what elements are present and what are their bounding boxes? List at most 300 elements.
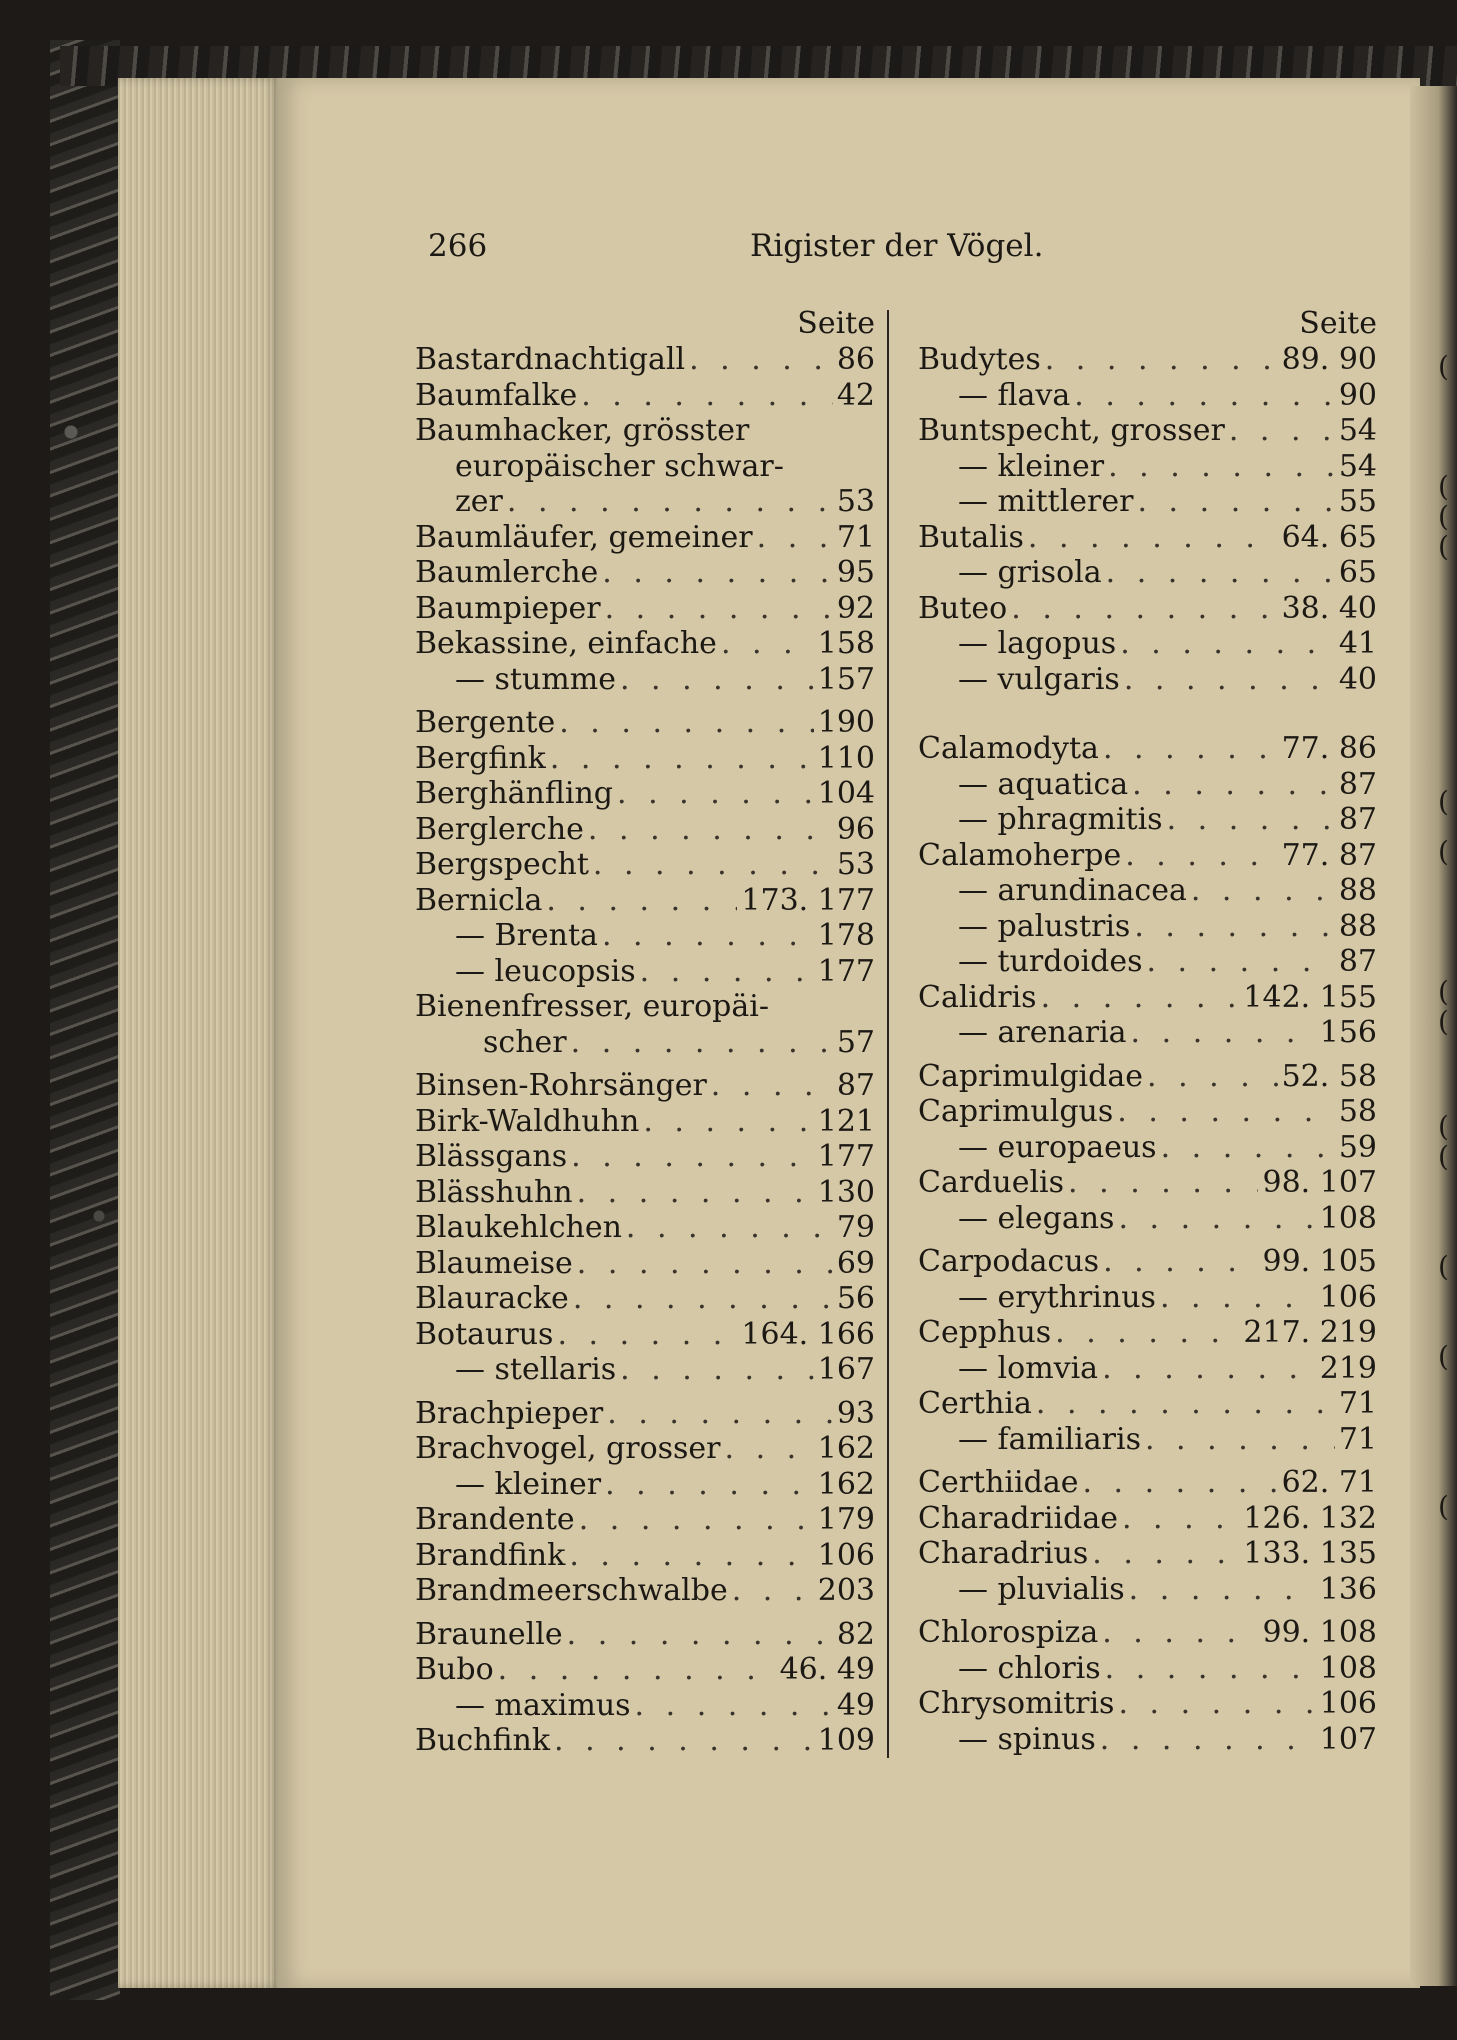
index-entry <box>415 1025 875 1061</box>
entry-name: zer <box>455 484 503 519</box>
margin-mark: ( <box>1438 1490 1449 1523</box>
index-entry <box>918 1501 1377 1537</box>
column-heading: Seite <box>797 306 875 341</box>
entry-pages: 90 <box>1338 377 1377 413</box>
leader-dots <box>1041 980 1240 1016</box>
leader-dots <box>1229 413 1335 449</box>
index-entry <box>415 1281 875 1317</box>
entry-pages: 167 <box>817 1352 875 1387</box>
entry-name: Charadriidae <box>918 1500 1118 1536</box>
entry-pages: 41 <box>1338 626 1377 661</box>
leader-dots <box>557 1317 737 1353</box>
index-entry <box>415 1104 875 1140</box>
entry-name: Bernicla <box>415 882 543 918</box>
index-entry <box>415 1538 875 1574</box>
entry-name: Blässgans <box>415 1139 568 1174</box>
entry-pages: 109 <box>817 1723 875 1758</box>
entry-pages: 99. 108 <box>1262 1615 1377 1650</box>
entry-name: Carduelis <box>918 1165 1065 1200</box>
entry-name: — arundinacea <box>958 873 1187 908</box>
index-entry <box>415 1431 875 1467</box>
entry-pages: 52. 58 <box>1281 1058 1377 1094</box>
leader-dots <box>725 1431 814 1467</box>
leader-dots <box>1106 555 1335 591</box>
entry-pages: 99. 105 <box>1262 1244 1377 1279</box>
entry-pages: 64. 65 <box>1281 519 1377 555</box>
entry-pages: 42 <box>836 377 875 413</box>
leader-dots <box>588 812 833 848</box>
index-entry <box>918 980 1377 1016</box>
leader-dots <box>607 1396 833 1432</box>
entry-name: Buteo <box>918 590 1008 626</box>
entry-pages: 130 <box>817 1174 875 1210</box>
index-entry <box>918 626 1377 662</box>
entry-pages: 77. 86 <box>1281 731 1377 766</box>
leader-dots <box>1137 484 1334 520</box>
entry-pages: 164. 166 <box>741 1316 875 1352</box>
entry-name: — lomvia <box>958 1350 1099 1386</box>
leader-dots <box>1120 626 1335 662</box>
index-entry <box>918 1130 1377 1166</box>
entry-pages: 217. 219 <box>1243 1315 1377 1350</box>
entry-name: Caprimulgus <box>918 1094 1114 1129</box>
leader-dots <box>1082 1465 1277 1501</box>
entry-name: — chloris <box>958 1650 1101 1686</box>
entry-name: Carpodacus <box>918 1244 1100 1279</box>
index-entry <box>918 944 1377 980</box>
entry-name: europäischer schwar- <box>455 448 784 484</box>
entry-pages: 79 <box>836 1210 875 1245</box>
entry-name: Blauracke <box>415 1281 569 1316</box>
leader-dots <box>1167 802 1335 838</box>
leader-dots <box>1108 449 1335 485</box>
entry-pages: 87 <box>1338 766 1377 802</box>
entry-name: Blässhuhn <box>415 1174 573 1210</box>
entry-name: Braunelle <box>415 1616 563 1652</box>
leader-dots <box>1011 591 1277 627</box>
entry-pages: 121 <box>817 1103 875 1139</box>
leader-dots <box>1118 1201 1315 1237</box>
entry-pages: 92 <box>836 590 875 626</box>
index-column-right <box>918 306 1377 1757</box>
entry-pages: 106 <box>1319 1279 1377 1315</box>
index-entry <box>918 1686 1377 1722</box>
leader-dots <box>573 1281 833 1317</box>
leader-dots <box>711 1068 833 1104</box>
index-entry <box>918 731 1377 767</box>
leader-dots <box>1055 1315 1239 1351</box>
leader-dots <box>640 954 814 990</box>
leader-dots <box>1145 1422 1335 1458</box>
entry-pages: 95 <box>836 555 875 590</box>
index-entry <box>415 776 875 812</box>
entry-pages: 89. 90 <box>1281 342 1377 377</box>
index-entry <box>415 1317 875 1353</box>
entry-name: Bergente <box>415 705 556 740</box>
leader-dots <box>732 1573 814 1609</box>
entry-pages: 104 <box>817 776 875 811</box>
leader-dots <box>559 705 814 741</box>
entry-pages: 203 <box>817 1573 875 1608</box>
index-entry <box>415 484 875 520</box>
entry-name: Baumlerche <box>415 555 599 590</box>
entry-name: Bienenfresser, europäi- <box>415 989 769 1024</box>
leader-dots <box>498 1652 776 1688</box>
entry-name: Blaumeise <box>415 1245 573 1281</box>
entry-pages: 190 <box>817 705 875 740</box>
entry-pages: 177 <box>817 1139 875 1174</box>
margin-mark: ( <box>1438 350 1449 383</box>
index-entry <box>918 413 1377 449</box>
index-entry <box>918 1094 1377 1130</box>
index-entry <box>918 1386 1377 1422</box>
index-entry <box>918 520 1377 556</box>
entry-pages: 126. 132 <box>1243 1500 1377 1536</box>
entry-name: Bastardnachtigall <box>415 342 686 377</box>
entry-pages: 156 <box>1319 1015 1377 1050</box>
leader-dots <box>1045 342 1278 378</box>
index-entry <box>415 847 875 883</box>
column-divider <box>887 310 889 1758</box>
entry-pages: 158 <box>817 626 875 661</box>
index-entry <box>415 1175 875 1211</box>
index-entry <box>918 838 1377 874</box>
index-entry <box>415 954 875 990</box>
entry-name: Brachvogel, grosser <box>415 1431 721 1466</box>
leader-dots <box>602 555 833 591</box>
index-entry <box>415 1723 875 1759</box>
leader-dots <box>721 626 814 662</box>
entry-pages: 87 <box>836 1068 875 1103</box>
margin-mark: ( <box>1438 1110 1449 1143</box>
entry-pages: 98. 107 <box>1262 1165 1377 1200</box>
entry-name: Brandfink <box>415 1537 566 1573</box>
entry-pages: 179 <box>817 1502 875 1537</box>
leader-dots <box>605 591 833 627</box>
entry-name: scher <box>483 1024 567 1060</box>
index-entry <box>918 1572 1377 1608</box>
leader-dots <box>1146 944 1334 980</box>
entry-name: Buchfink <box>415 1723 550 1758</box>
index-entry <box>918 1651 1377 1687</box>
entry-pages: 71 <box>836 519 875 555</box>
entry-name: Berglerche <box>415 811 584 847</box>
entry-pages: 54 <box>1338 448 1377 484</box>
entry-name: — kleiner <box>958 448 1105 484</box>
index-entry <box>918 1465 1377 1501</box>
entry-pages: 69 <box>836 1245 875 1281</box>
entry-name: Birk-Waldhuhn <box>415 1103 640 1139</box>
entry-name: — pluvialis <box>958 1571 1125 1607</box>
leader-dots <box>1074 378 1335 414</box>
index-entry <box>415 662 875 698</box>
leader-dots <box>620 1352 814 1388</box>
entry-name: Certhia <box>918 1386 1032 1421</box>
entry-pages: 106 <box>1319 1686 1377 1721</box>
entry-pages: 173. 177 <box>741 882 875 918</box>
index-entry <box>918 909 1377 945</box>
index-entry <box>415 1139 875 1175</box>
entry-pages: 93 <box>836 1395 875 1431</box>
index-entry <box>415 1352 875 1388</box>
margin-mark: ( <box>1438 1005 1449 1038</box>
entry-name: Charadrius <box>918 1536 1089 1571</box>
index-entry <box>918 802 1377 838</box>
page-number: 266 <box>428 228 488 264</box>
book-cover-marbled <box>50 40 120 2000</box>
entry-pages: 106 <box>817 1537 875 1573</box>
leader-dots <box>554 1723 814 1759</box>
margin-mark: ( <box>1438 975 1449 1008</box>
index-entry <box>415 1467 875 1503</box>
leader-dots <box>579 1502 814 1538</box>
entry-name: Brandente <box>415 1502 575 1537</box>
index-entry <box>918 449 1377 485</box>
entry-pages: 96 <box>836 811 875 847</box>
entry-name: — stumme <box>455 661 616 697</box>
index-entry <box>415 1652 875 1688</box>
entry-name: Calamodyta <box>918 731 1099 766</box>
entry-pages: 49 <box>836 1687 875 1723</box>
entry-pages: 108 <box>1319 1650 1377 1686</box>
entry-pages: 219 <box>1319 1350 1377 1386</box>
index-entry <box>415 1502 875 1538</box>
column-heading: Seite <box>1299 306 1377 341</box>
leader-dots <box>1092 1536 1239 1572</box>
entry-name: Calamoherpe <box>918 837 1122 873</box>
index-entry <box>415 626 875 662</box>
entry-pages: 157 <box>817 661 875 697</box>
entry-pages: 59 <box>1338 1129 1377 1165</box>
leader-dots <box>1160 1280 1316 1316</box>
entry-name: — flava <box>958 377 1071 413</box>
leader-dots <box>571 1139 814 1175</box>
entry-name: Caprimulgidae <box>918 1058 1143 1094</box>
entry-pages: 142. 155 <box>1243 979 1377 1015</box>
leader-dots <box>635 1688 833 1724</box>
entry-pages: 82 <box>836 1616 875 1652</box>
leader-dots <box>1125 838 1277 874</box>
entry-name: — familiaris <box>958 1421 1141 1457</box>
leader-dots <box>546 883 737 919</box>
leader-dots <box>1191 873 1335 909</box>
leader-dots <box>1122 1501 1239 1537</box>
entry-name: Butalis <box>918 519 1024 555</box>
index-entry <box>415 591 875 627</box>
leader-dots <box>602 918 814 954</box>
margin-mark: ( <box>1438 1340 1449 1373</box>
entry-name: Binsen-Rohrsänger <box>415 1068 707 1103</box>
entry-name: — europaeus <box>958 1129 1157 1165</box>
entry-pages: 86 <box>836 342 875 377</box>
entry-name: — leucopsis <box>455 953 636 989</box>
margin-mark: ( <box>1438 470 1449 503</box>
entry-name: Botaurus <box>415 1316 554 1352</box>
index-entry <box>415 555 875 591</box>
entry-name: Cepphus <box>918 1315 1052 1350</box>
index-entry <box>415 1396 875 1432</box>
entry-pages: 62. 71 <box>1281 1465 1377 1500</box>
index-entry <box>918 1201 1377 1237</box>
entry-pages: 46. 49 <box>779 1652 875 1687</box>
margin-mark: ( <box>1438 500 1449 533</box>
entry-name: — arenaria <box>958 1015 1127 1050</box>
entry-name: Chlorospiza <box>918 1615 1099 1650</box>
page-edges <box>118 78 280 1988</box>
entry-name: — spinus <box>958 1721 1096 1757</box>
leader-dots <box>550 741 814 777</box>
index-entry <box>415 705 875 741</box>
entry-name: — grisola <box>958 555 1102 590</box>
leader-dots <box>1124 662 1335 698</box>
entry-pages: 54 <box>1338 413 1377 448</box>
entry-pages: 65 <box>1338 555 1377 590</box>
margin-mark: ( <box>1438 530 1449 563</box>
entry-pages: 178 <box>817 918 875 953</box>
entry-pages: 55 <box>1338 484 1377 519</box>
entry-pages: 40 <box>1338 661 1377 697</box>
index-entry <box>918 1015 1377 1051</box>
index-entry <box>415 989 875 1025</box>
index-entry <box>415 1573 875 1609</box>
entry-name: — palustris <box>958 908 1131 944</box>
leader-dots <box>1102 1615 1258 1651</box>
index-entry <box>918 1615 1377 1651</box>
leader-dots <box>507 484 833 520</box>
leader-dots <box>1036 1386 1335 1422</box>
leader-dots <box>1068 1165 1258 1201</box>
leader-dots <box>617 776 814 812</box>
leader-dots <box>1134 909 1334 945</box>
leader-dots <box>1103 731 1278 767</box>
index-entry <box>918 1351 1377 1387</box>
leader-dots <box>1161 1130 1335 1166</box>
index-entry <box>415 1210 875 1246</box>
entry-pages: 71 <box>1338 1421 1377 1457</box>
index-entry <box>415 918 875 954</box>
index-entry <box>918 555 1377 591</box>
entry-name: Baumhacker, grösster <box>415 413 750 448</box>
index-entry <box>918 662 1377 698</box>
margin-mark: ( <box>1438 835 1449 868</box>
page-title: Rigister der Vögel. <box>750 228 1044 264</box>
entry-name: — maximus <box>455 1687 631 1723</box>
index-entry <box>918 591 1377 627</box>
entry-name: Buntspecht, grosser <box>918 413 1225 448</box>
leader-dots <box>1131 1015 1316 1051</box>
index-column-left <box>415 306 875 1759</box>
leader-dots <box>605 1467 814 1503</box>
leader-dots <box>569 1538 813 1574</box>
index-entry <box>415 1688 875 1724</box>
index-entry <box>415 812 875 848</box>
leader-dots <box>620 662 814 698</box>
leader-dots <box>757 520 833 556</box>
entry-name: Brandmeerschwalbe <box>415 1573 728 1608</box>
entry-pages: 53 <box>836 847 875 882</box>
entry-pages: 58 <box>1338 1094 1377 1129</box>
entry-name: — erythrinus <box>958 1279 1156 1315</box>
index-entry <box>415 883 875 919</box>
leader-dots <box>626 1210 833 1246</box>
entry-name: — kleiner <box>455 1466 602 1502</box>
leader-dots <box>581 378 833 414</box>
index-entry <box>918 1315 1377 1351</box>
entry-pages: 162 <box>817 1431 875 1466</box>
leader-dots <box>593 847 833 883</box>
leader-dots <box>1105 1651 1316 1687</box>
entry-name: — stellaris <box>455 1352 617 1387</box>
entry-name: Berghänfling <box>415 776 614 811</box>
leader-dots <box>577 1246 833 1282</box>
leader-dots <box>1117 1094 1335 1130</box>
entry-pages: 107 <box>1319 1721 1377 1757</box>
entry-pages: 57 <box>836 1024 875 1060</box>
entry-name: — Brenta <box>455 918 598 953</box>
index-entry <box>918 484 1377 520</box>
entry-name: Bergspecht <box>415 847 589 882</box>
index-entry <box>415 1068 875 1104</box>
entry-pages: 56 <box>836 1281 875 1316</box>
margin-mark: ( <box>1438 1250 1449 1283</box>
entry-name: — turdoides <box>958 944 1143 979</box>
index-entry <box>415 342 875 378</box>
entry-pages: 88 <box>1338 908 1377 944</box>
entry-name: Certhiidae <box>918 1465 1079 1500</box>
leader-dots <box>689 342 833 378</box>
index-entry <box>918 378 1377 414</box>
leader-dots <box>1129 1572 1316 1608</box>
entry-pages: 71 <box>1338 1386 1377 1421</box>
entry-name: Budytes <box>918 342 1041 377</box>
index-entry <box>918 873 1377 909</box>
entry-pages: 133. 135 <box>1243 1536 1377 1571</box>
entry-pages: 87 <box>1338 802 1377 837</box>
entry-pages: 177 <box>817 953 875 989</box>
leader-dots <box>1132 767 1335 803</box>
leader-dots <box>1028 520 1278 556</box>
margin-mark: ( <box>1438 1140 1449 1173</box>
index-entry <box>415 1617 875 1653</box>
index-entry <box>918 1422 1377 1458</box>
index-entry <box>415 1246 875 1282</box>
entry-name: — aquatica <box>958 766 1129 802</box>
entry-name: Bergfink <box>415 740 546 776</box>
index-entry <box>918 767 1377 803</box>
index-entry <box>918 1244 1377 1280</box>
entry-name: Bubo <box>415 1652 494 1687</box>
leader-dots <box>577 1175 814 1211</box>
leader-dots <box>571 1025 833 1061</box>
leader-dots <box>643 1104 813 1140</box>
entry-name: Chrysomitris <box>918 1686 1115 1721</box>
entry-name: Calidris <box>918 979 1037 1015</box>
entry-pages: 53 <box>836 484 875 519</box>
leader-dots <box>1103 1244 1258 1280</box>
entry-name: Blaukehlchen <box>415 1210 622 1245</box>
index-entry <box>415 413 875 449</box>
index-entry <box>415 520 875 556</box>
entry-name: — vulgaris <box>958 661 1120 697</box>
entry-name: — phragmitis <box>958 802 1163 837</box>
index-entry <box>918 1536 1377 1572</box>
index-entry <box>918 1059 1377 1095</box>
leader-dots <box>567 1617 833 1653</box>
entry-name: Baumpieper <box>415 590 601 626</box>
margin-mark: ( <box>1438 785 1449 818</box>
index-entry <box>918 1165 1377 1201</box>
entry-pages: 38. 40 <box>1281 590 1377 626</box>
